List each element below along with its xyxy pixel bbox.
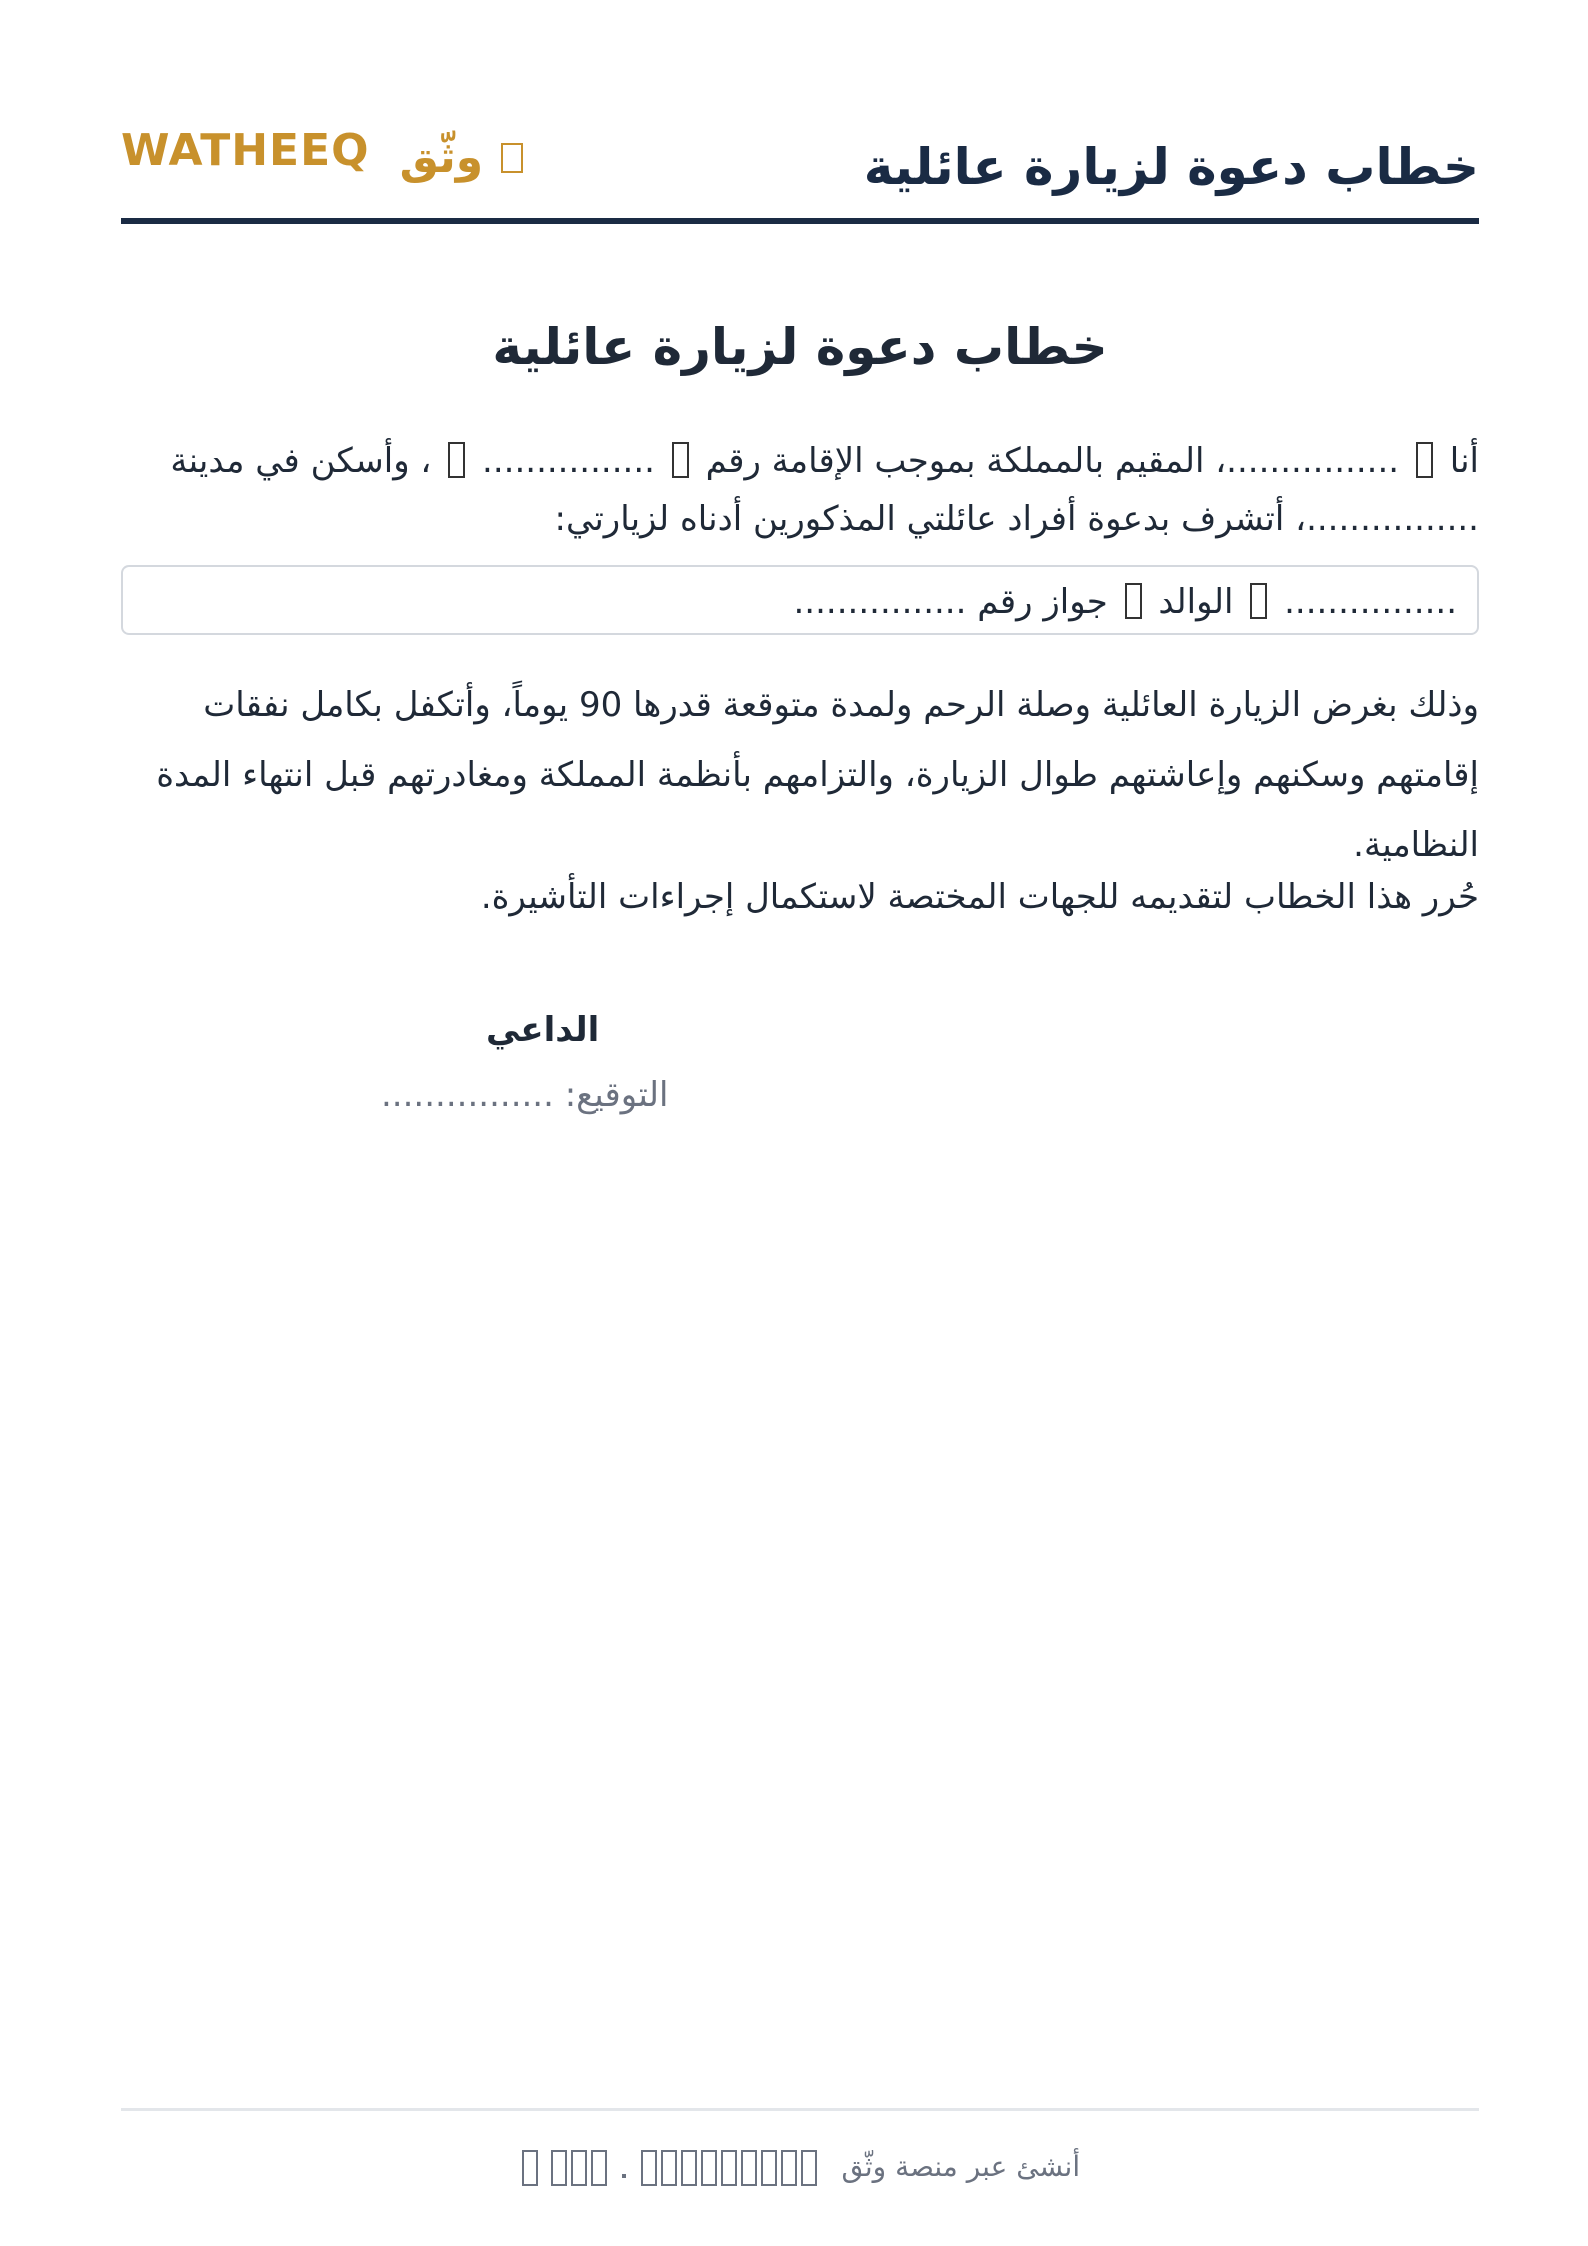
brand-latin-name: WATHEEQ [121,125,370,176]
visitor-relation: الوالد [1158,582,1234,622]
signature-label: الداعي [486,1010,600,1050]
intro-text-c: ................ [482,441,655,481]
visitor-passport: جواز رقم ................ [793,582,1108,622]
placeholder-glyph-icon [1125,583,1142,619]
signature-line: التوقيع: ................ [381,1075,669,1115]
document-title: خطاب دعوة لزيارة عائلية [492,318,1108,376]
placeholder-glyph-icon [672,442,689,478]
brand-arabic-group [400,132,524,183]
purpose-paragraph: وذلك بغرض الزيارة العائلية وصلة الرحم ولمدة متوقعة قدرها 90 يوماً، وأتكفل بكامل نفقات إقامتهم وسكنهم وإعاشتهم طوال الزيارة، والتزامهم بأنظمة المملكة ومغادرتهم قبل انتهاء المدة النظامية. [156,685,1479,865]
intro-text-d: ، وأسكن في مدينة ................، أتشرف بدعوة أفراد عائلتي المذكورين أدناه لزيارتي: [170,441,1479,539]
footer-text: أنشئ عبر منصة وثّق [841,2150,1081,2183]
document-footer [121,2150,1479,2186]
brand-logo [121,118,523,183]
placeholder-glyph-icon [1416,442,1433,478]
placeholder-glyph-icon [1250,583,1267,619]
visitor-row [121,565,1479,635]
closing-paragraph: حُرر هذا الخطاب لتقديمه للجهات المختصة لاستكمال إجراءات التأشيرة. [480,877,1479,917]
footer-glyphs-icon [520,2150,819,2186]
document-header [121,110,1479,224]
visitor-name: ................ [1284,582,1457,622]
intro-text-b: ................، المقيم بالمملكة بموجب الإقامة رقم [705,441,1400,481]
footer-divider [121,2108,1479,2111]
brand-icon [501,143,523,173]
intro-text-a: أنا [1449,441,1479,481]
placeholder-glyph-icon [448,442,465,478]
signature-block [261,1000,669,1140]
header-title: خطاب دعوة لزيارة عائلية [863,138,1479,196]
document-page [121,0,1479,2246]
intro-paragraph [121,432,1479,548]
brand-arabic-name: وثّق [399,132,484,183]
